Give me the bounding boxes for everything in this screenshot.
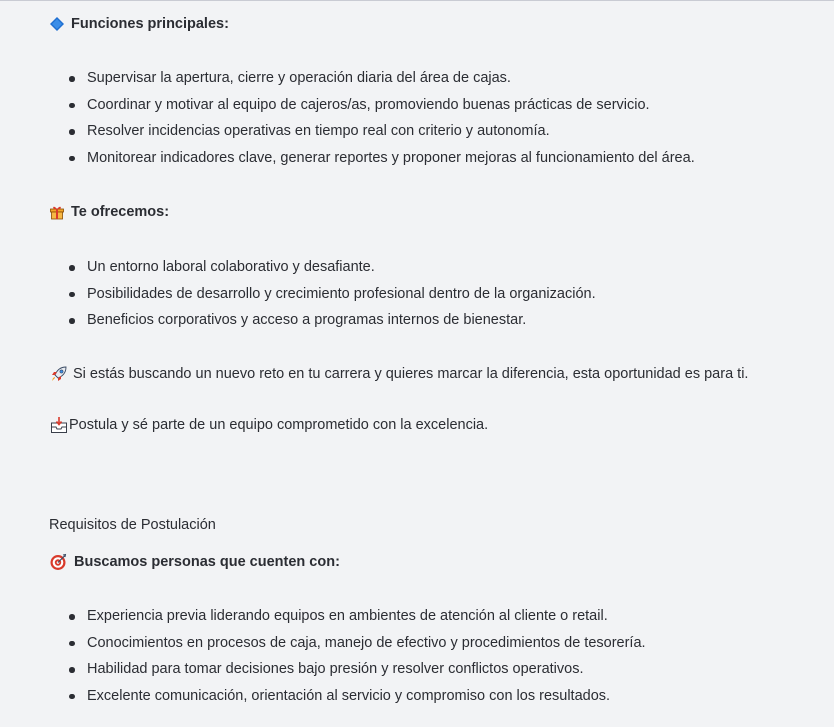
requisitos-heading-text: Buscamos personas que cuenten con:	[74, 554, 340, 570]
target-icon	[49, 553, 67, 571]
funciones-list	[49, 65, 695, 171]
blue-diamond-icon	[49, 16, 65, 32]
funciones-heading	[49, 16, 229, 32]
rocket-icon	[49, 365, 69, 383]
inbox-tray-icon	[49, 416, 68, 434]
requisitos-list	[49, 603, 646, 709]
gift-icon	[49, 204, 65, 220]
list-item: Excelente comunicación, orientación al servicio y compromiso con los resultados.	[49, 683, 646, 710]
ofrecemos-heading-text: Te ofrecemos:	[71, 204, 170, 220]
list-item: Habilidad para tomar decisiones bajo presión y resolver conflictos operativos.	[49, 656, 646, 683]
reto-text: Si estás buscando un nuevo reto en tu carrera y quieres marcar la diferencia, esta oportunidad es para ti.	[73, 366, 749, 382]
requisitos-heading	[49, 553, 340, 571]
list-item: Conocimientos en procesos de caja, manejo de efectivo y procedimientos de tesorería.	[49, 630, 646, 657]
list-item: Coordinar y motivar al equipo de cajeros/as, promoviendo buenas prácticas de servicio.	[49, 92, 695, 119]
list-item: Supervisar la apertura, cierre y operación diaria del área de cajas.	[49, 65, 695, 92]
ofrecemos-list	[49, 254, 596, 334]
postula-paragraph	[49, 416, 488, 434]
reto-paragraph	[49, 365, 748, 383]
list-item: Experiencia previa liderando equipos en ambientes de atención al cliente o retail.	[49, 603, 646, 630]
ofrecemos-heading	[49, 204, 169, 220]
list-item: Un entorno laboral colaborativo y desafiante.	[49, 254, 596, 281]
list-item: Monitorear indicadores clave, generar reportes y proponer mejoras al funcionamiento del área.	[49, 145, 695, 172]
funciones-heading-text: Funciones principales:	[71, 16, 229, 32]
list-item: Resolver incidencias operativas en tiempo real con criterio y autonomía.	[49, 118, 695, 145]
list-item: Posibilidades de desarrollo y crecimiento profesional dentro de la organización.	[49, 281, 596, 308]
requisitos-title: Requisitos de Postulación	[49, 517, 216, 533]
list-item: Beneficios corporativos y acceso a programas internos de bienestar.	[49, 307, 596, 334]
postula-text: Postula y sé parte de un equipo comprometido con la excelencia.	[69, 417, 489, 433]
